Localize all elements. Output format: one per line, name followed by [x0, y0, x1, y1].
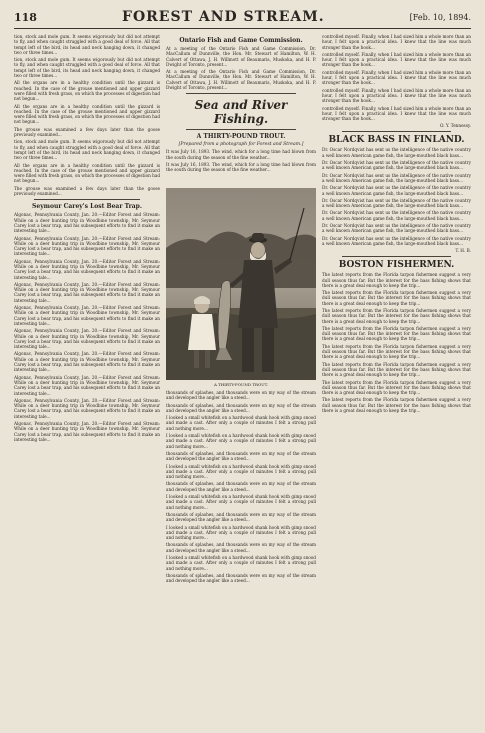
article-text: Algonac, Pennsylvania County, Jan. 20.—Editor Forest and Stream: While on a deer hunting trip in Woodbine township, Mr. Seymour Carey lost a bear trap, and his subsequent efforts to find it make an interesting tale... — [14, 258, 160, 280]
article-heading: BLACK BASS IN FINLAND. — [328, 135, 465, 146]
article-text: The latest reports from the Florida tarpon fishermen suggest a very dull season thus far. But the interest for the bass fishing shows that there is a great deal enough to keep the trip... — [322, 361, 471, 378]
article-text: thousands of splashes, and thousands were on my way of the stream and developed the angler like a steed... — [166, 572, 316, 584]
article-text: Algonac, Pennsylvania County, Jan. 20.—Editor Forest and Stream: While on a deer hunting trip in Woodbine township, Mr. Seymour Carey lost a bear trap, and his subsequent efforts to find it make an interesting tale... — [14, 374, 160, 396]
article-title: A THIRTY-POUND TROUT. — [196, 133, 286, 141]
article-text: The latest reports from the Florida tarpon fishermen suggest a very dull season thus far. But the interest for the bass fishing shows that there is a great deal enough to keep the trip... — [322, 343, 471, 360]
article-text: It was July 16, 1893. The wind, which for a long time had blown from the south during the season of the fine weather... — [166, 161, 316, 173]
article-text: Dr. Oscar Nordqvist has sent us the intelligence of the native country a well known American game fish, the large-mouthed black bass... — [322, 210, 471, 221]
article-text: All the organs are in a healthy condition until the gizzard is reached. In the case of the grouse mentioned and upper gizzard were filled with fresh grass, on which the processes of digestion had not begun... — [14, 162, 160, 184]
article-text: I looked a small whitefish on a hardwood shank hook with gimp snood and made a cast. After only a couple of minutes I felt a strong pull and nothing more... — [166, 415, 316, 431]
divider — [186, 129, 296, 130]
article-text: Algonac, Pennsylvania County, Jan. 20.—Editor Forest and Stream: While on a deer hunting trip in Woodbine township, Mr. Seymour Carey lost a bear trap, and his subsequent efforts to find it make an interesting tale... — [14, 328, 160, 350]
article-text: controlled myself. Finally, when I had sized him a whole more than an hour, I felt upon a practical idea. I knew that the line was much stronger than the hook... — [322, 34, 471, 50]
trout-photograph — [166, 188, 316, 380]
article-text: Algonac, Pennsylvania County, Jan. 20.—Editor Forest and Stream: While on a deer hunting trip in Woodbine township, Mr. Seymour Carey lost a bear trap, and his subsequent efforts to find it make an interesting tale... — [14, 421, 160, 442]
page-number: 118 — [14, 10, 37, 24]
article-text: controlled myself. Finally, when I had sized him a whole more than an hour, I felt upon a practical idea. I knew that the line was much stronger than the hook... — [322, 87, 471, 104]
article-text: Dr. Oscar Nordqvist has sent us the intelligence of the native country a well known American game fish, the large-mouthed black bass... — [322, 147, 471, 158]
divider — [342, 131, 451, 132]
article-text: thousands of splashes, and thousands were on my way of the stream and developed the angler like a steed... — [166, 481, 316, 492]
column-3 — [322, 34, 471, 727]
author-signature: O. Y. Tennessy. — [440, 123, 471, 129]
article-heading: Seymour Carey's Lost Bear Trap. — [32, 203, 142, 211]
article-text: tion, stock and mole gum. It seems wigorously but did not attempt to fly, and when caught struggled with a good deal of force. All that tempt left of the bird, its head and neck hanging down, it changed two or three times... — [14, 139, 160, 161]
photo-caption: A THIRTY-POUND TROUT. — [213, 382, 269, 387]
section-heading: Sea and River Fishing. — [194, 98, 288, 127]
article-text: At a meeting of the Ontario Fish and Game Commission, Dr. MacCallum of Dunnville, the Hon. Mr. Stewart of Hamilton, W. H. Calvert of Ottawa, J. H. Willmott of Beaumaris, Muskoka, and H. P. Dwight of Toronto, present... — [166, 46, 316, 67]
article-text: Algonac, Pennsylvania County, Jan. 20.—Editor Forest and Stream: While on a deer hunting trip in Woodbine township, Mr. Seymour Carey lost a bear trap, and his subsequent efforts to find it make an interesting tale... — [14, 397, 160, 419]
article-text: I looked a small whitefish on a hardwood shank hook with gimp snood and made a cast. After only a couple of minutes I felt a strong pull and nothing more... — [166, 463, 316, 480]
article-heading: Ontario Fish and Game Commission. — [179, 37, 303, 44]
divider — [34, 199, 140, 200]
article-text: tion, stock and mole gum. It seems wigorously but did not attempt to fly, and when caught struggled with a good deal of force. All that tempt left of the bird, its head and neck hanging down, it changed two or three times... — [14, 57, 160, 79]
article-text: Dr. Oscar Nordqvist has sent us the intelligence of the native country a well known American game fish, the large-mouthed black bass... — [322, 197, 471, 209]
article-subtitle: [Prepared from a photograph for Forest and Stream.] — [178, 142, 304, 148]
article-text: Dr. Oscar Nordqvist has sent us the intelligence of the native country a well known American game fish, the large-mouthed black bass... — [322, 160, 471, 171]
article-text: thousands of splashes, and thousands were on my way of the stream and developed the angler like a steed... — [166, 390, 316, 401]
column-2-top — [166, 34, 316, 184]
header-rule — [14, 28, 471, 29]
article-text: Algonac, Pennsylvania County, Jan. 20.—Editor Forest and Stream: While on a deer hunting trip in Woodbine township, Mr. Seymour Carey lost a bear trap, and his subsequent efforts to find it make an interesting tale... — [14, 212, 160, 234]
article-text: thousands of splashes, and thousands were on my way of the stream and developed the angler like a steed... — [166, 402, 316, 413]
article-text: All the organs are in a healthy condition until the gizzard is reached. In the case of the grouse mentioned and upper gizzard were filled with fresh grass, on which the processes of digestion had not begun... — [14, 103, 160, 125]
article-text: thousands of splashes, and thousands were on my way of the stream and developed the angler like a steed... — [166, 511, 316, 523]
article-text: Algonac, Pennsylvania County, Jan. 20.—Editor Forest and Stream: While on a deer hunting trip in Woodbine township, Mr. Seymour Carey lost a bear trap, and his subsequent efforts to find it make an interesting tale... — [14, 235, 160, 257]
article-text: The latest reports from the Florida tarpon fishermen suggest a very dull season thus far. But the interest for the bass fishing shows that there is a great deal enough to keep the trip... — [322, 307, 471, 324]
article-text: tion, stock and mole gum. It seems wigorously but did not attempt to fly, and when caught struggled with a good deal of force. All that tempt left of the bird, its head and neck hanging down, it changed two or three times... — [14, 34, 160, 55]
divider — [186, 93, 296, 94]
article-text: The latest reports from the Florida tarpon fishermen suggest a very dull season thus far. But the interest for the bass fishing shows that there is a great deal enough to keep the trip... — [322, 290, 471, 306]
column-1 — [14, 34, 160, 727]
author-signature: T. H. B. — [455, 248, 471, 254]
article-text: Dr. Oscar Nordqvist has sent us the intelligence of the native country a well known American game fish, the large-mouthed black bass... — [322, 172, 471, 183]
article-text: controlled myself. Finally, when I had sized him a whole more than an hour, I felt upon a practical idea. I knew that the line was much stronger than the hook... — [322, 51, 471, 68]
article-text: Algonac, Pennsylvania County, Jan. 20.—Editor Forest and Stream: While on a deer hunting trip in Woodbine township, Mr. Seymour Carey lost a bear trap, and his subsequent efforts to find it make an interesting tale... — [14, 281, 160, 303]
article-text: At a meeting of the Ontario Fish and Game Commission, Dr. MacCallum of Dunnville, the Hon. Mr. Stewart of Hamilton, W. H. Calvert of Ottawa, J. H. Willmott of Beaumaris, Muskoka, and H. P. Dwight of Toronto, present... — [166, 69, 316, 91]
article-text: All the organs are in a healthy condition until the gizzard is reached. In the case of the grouse mentioned and upper gizzard were filled with fresh grass, on which the processes of digestion had not begun... — [14, 80, 160, 102]
article-text: Dr. Oscar Nordqvist has sent us the intelligence of the native country a well known American game fish, the large-mouthed black bass... — [322, 223, 471, 234]
divider — [342, 256, 451, 257]
masthead: FOREST AND STREAM. — [122, 9, 325, 25]
article-text: It was July 16, 1893. The wind, which for a long time had blown from the south during the season of the fine weather... — [166, 149, 316, 160]
article-text: Dr. Oscar Nordqvist has sent us the intelligence of the native country a well known American game fish, the large-mouthed black bass... — [322, 185, 471, 196]
issue-date: [Feb. 10, 1894. — [409, 12, 471, 22]
article-text: controlled myself. Finally, when I had sized him a whole more than an hour, I felt upon a practical idea. I knew that the line was much stronger than the hook... — [322, 69, 471, 86]
article-text: The latest reports from the Florida tarpon fishermen suggest a very dull season thus far. But the interest for the bass fishing shows that there is a great deal enough to keep the trip... — [322, 379, 471, 396]
article-text: I looked a small whitefish on a hardwood shank hook with gimp snood and made a cast. After only a couple of minutes I felt a strong pull and nothing more... — [166, 433, 316, 449]
article-text: controlled myself. Finally, when I had sized him a whole more than an hour, I felt upon a practical idea. I knew that the line was much stronger than the hook... — [322, 105, 471, 122]
article-text: thousands of splashes, and thousands were on my way of the stream and developed the angler like a steed... — [166, 542, 316, 553]
article-text: thousands of splashes, and thousands were on my way of the stream and developed the angler like a steed... — [166, 450, 316, 462]
article-text: The latest reports from the Florida tarpon fishermen suggest a very dull season thus far. But the interest for the bass fishing shows that there is a great deal enough to keep the trip... — [322, 272, 471, 288]
article-text: Dr. Oscar Nordqvist has sent us the intelligence of the native country a well known American game fish, the large-mouthed black bass... — [322, 235, 471, 246]
article-text: Algonac, Pennsylvania County, Jan. 20.—Editor Forest and Stream: While on a deer hunting trip in Woodbine township, Mr. Seymour Carey lost a bear trap, and his subsequent efforts to find it make an interesting tale... — [14, 305, 160, 326]
article-text: I looked a small whitefish on a hardwood shank hook with gimp snood and made a cast. After only a couple of minutes I felt a strong pull and nothing more... — [166, 555, 316, 571]
article-heading: BOSTON FISHERMEN. — [338, 260, 455, 271]
article-text: Algonac, Pennsylvania County, Jan. 20.—Editor Forest and Stream: While on a deer hunting trip in Woodbine township, Mr. Seymour Carey lost a bear trap, and his subsequent efforts to find it make an interesting tale... — [14, 351, 160, 373]
article-text: The latest reports from the Florida tarpon fishermen suggest a very dull season thus far. But the interest for the bass fishing shows that there is a great deal enough to keep the trip... — [322, 325, 471, 342]
article-text: I looked a small whitefish on a hardwood shank hook with gimp snood and made a cast. After only a couple of minutes I felt a strong pull and nothing more... — [166, 494, 316, 510]
article-text: The latest reports from the Florida tarpon fishermen suggest a very dull season thus far. But the interest for the bass fishing shows that there is a great deal enough to keep the trip... — [322, 397, 471, 414]
article-text: The grouse was examined a few days later than the goose previously examined... — [14, 126, 160, 138]
column-2-bottom — [166, 390, 316, 727]
article-text: I looked a small whitefish on a hardwood shank hook with gimp snood and made a cast. After only a couple of minutes I felt a strong pull and nothing more... — [166, 524, 316, 541]
article-text: The grouse was examined a few days later than the goose previously examined... — [14, 185, 160, 197]
page-header — [14, 6, 471, 28]
